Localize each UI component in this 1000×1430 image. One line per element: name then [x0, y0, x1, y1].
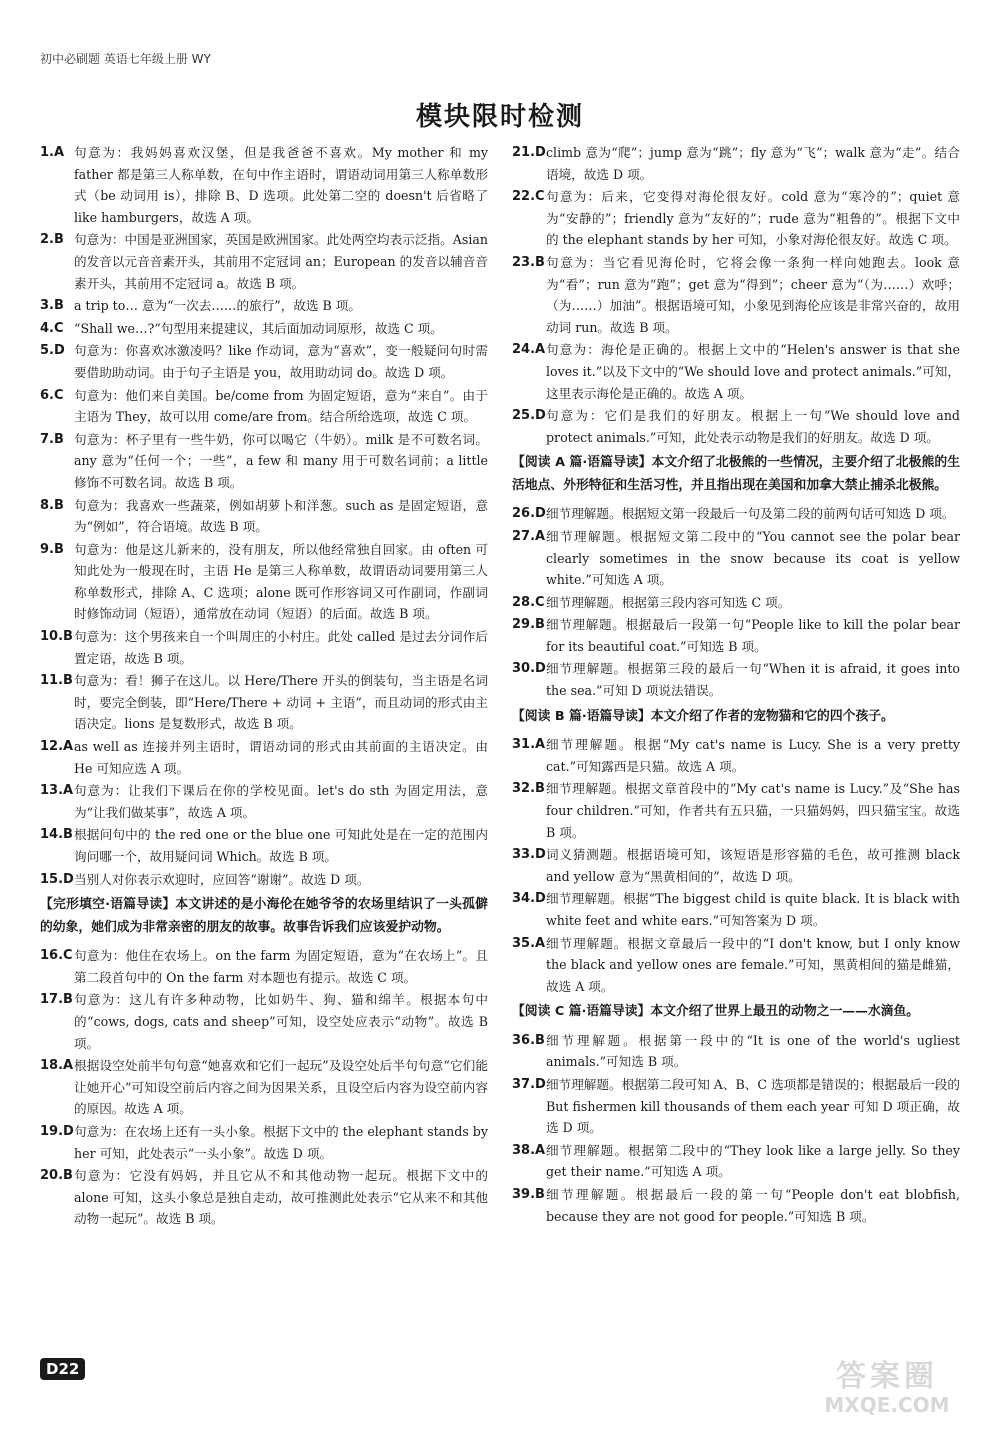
answer-number: 35.A [512, 935, 546, 951]
answer-item [512, 1140, 960, 1183]
answer-number: 11.B [40, 673, 73, 689]
answer-number: 15.D [40, 871, 74, 887]
answer-item [512, 778, 960, 843]
answer-explanation: 句意为：他们来自美国。be/come from 为固定短语，意为“来自”。由于主语为 They，故可以用 come/are from。结合所给选项，故选 C 项。 [74, 387, 488, 425]
answer-item [40, 340, 488, 383]
answer-item [512, 1030, 960, 1073]
answer-explanation: 句意为：这儿有许多种动物，比如奶牛、狗、猫和绵羊。根据本句中的“cows, dogs, cats and sheep”可知，设空处应表示“动物”。故选 B 项。 [74, 992, 488, 1051]
answer-explanation: “Shall we…?”句型用来提建议，其后面加动词原形，故选 C 项。 [74, 320, 443, 336]
answer-explanation: 句意为：他是这儿新来的，没有朋友，所以他经常独自回家。由 often 可知此处为一般现在时，主语 He 是第三人称单数，故谓语动词要用第三人称单数形式，排除 A、C 选项；alone 既可作形容词又可作副词，作副词时修饰动词（短语），通常放在动词（短语）的后面。故选 B 项。 [74, 541, 488, 622]
answer-explanation: a trip to… 意为“一次去……的旅行”，故选 B 项。 [74, 298, 361, 314]
reading-guide: 【完形填空·语篇导读】本文讲述的是小海伦在她爷爷的农场里结识了一头孤僻的幼象，她们成为非常亲密的朋友的故事。故事告诉我们应该爱护动物。 [40, 897, 488, 935]
answer-item [40, 229, 488, 294]
answer-number: 9.B [40, 541, 64, 557]
answer-explanation: 细节理解题。根据短文第二段中的“You cannot see the polar bear clearly sometimes in the snow because its coat is yellow white.”可知选 A 项。 [546, 528, 960, 588]
reading-guide: 【阅读 C 篇·语篇导读】本文介绍了世界上最丑的动物之一——水滴鱼。 [512, 1004, 920, 1020]
answer-number: 7.B [40, 431, 64, 447]
answer-item [512, 844, 960, 887]
answer-item [512, 734, 960, 777]
answer-explanation: 句意为：海伦是正确的。根据上文中的“Helen's answer is that she loves it.”以及下文中的“We should love and protect animals.”可知，这里表示海伦是正确的。故选 A 项。 [546, 342, 960, 401]
answer-number: 4.C [40, 320, 64, 336]
watermark-logo: 答案圈 [836, 1359, 938, 1394]
answer-explanation: 句意为：他住在农场上。on the farm 为固定短语，意为“在农场上”。且第二段首句中的 On the farm 对本题也有提示。故选 C 项。 [74, 948, 488, 985]
answer-item [512, 186, 960, 251]
answer-number: 36.B [512, 1032, 545, 1048]
answer-explanation: 细节理解题。根据文章首段中的“My cat's name is Lucy.”及“She has four children.”可知，作者共有五只猫，一只猫妈妈，四只猫宝宝。故选 B 项。 [546, 781, 960, 840]
answer-explanation: 句意为：后来，它变得对海伦很友好。cold 意为“寒冷的”；quiet 意为“安静的”；friendly 意为“友好的”；rude 意为“粗鲁的”。根据下文中的 the elephant stands by her 可知，小象对海伦很友好。故选 C 项。 [546, 189, 960, 248]
answer-item [512, 933, 960, 998]
answer-explanation: 句意为：我喜欢一些蔬菜，例如胡萝卜和洋葱。such as 是固定短语，意为“例如”，符合语境。故选 B 项。 [74, 497, 488, 535]
answer-item [40, 989, 488, 1054]
answer-explanation: 句意为：你喜欢冰激凌吗？like 作动词，意为“喜欢”，变一般疑问句时需要借助助动词。由于句子主语是 you，故用助动词 do。故选 D 项。 [74, 343, 488, 380]
answer-number: 28.C [512, 594, 545, 610]
left-column [40, 142, 488, 1231]
answer-explanation: 根据问句中的 the red one or the blue one 可知此处是在一定的范围内询问哪一个，故用疑问词 Which。故选 B 项。 [74, 827, 488, 864]
answer-item [512, 592, 960, 614]
answer-explanation: 句意为：中国是亚洲国家，英国是欧洲国家。此处两空均表示泛指。Asian 的发音以元音音素开头，其前用不定冠词 an；European 的发音以辅音音素开头，其前用不定冠词 a。故选 B 项。 [74, 232, 488, 291]
answer-explanation: 细节理解题。根据第二段中的“They look like a large jelly. So they get their name.”可知选 A 项。 [546, 1142, 960, 1180]
page-number: D22 [40, 1358, 85, 1380]
answer-item [40, 1165, 488, 1230]
answer-explanation: 细节理解题。根据短文第一段最后一句及第二段的前两句话可知选 D 项。 [546, 506, 955, 522]
answer-explanation: 根据设空处前半句句意“她喜欢和它们一起玩”及设空处后半句句意“它们能让她开心”可知设空前后内容之间为因果关系，且设空后内容为设空前内容的原因。故选 A 项。 [74, 1058, 488, 1117]
answer-number: 16.C [40, 948, 73, 964]
answer-number: 34.D [512, 891, 546, 907]
answer-number: 23.B [512, 254, 545, 270]
right-column [512, 142, 960, 1228]
answer-number: 25.D [512, 408, 546, 424]
answer-number: 30.D [512, 661, 546, 677]
answer-number: 29.B [512, 617, 545, 633]
answer-number: 2.B [40, 232, 64, 248]
answer-item [40, 142, 488, 228]
answer-item [512, 526, 960, 591]
answer-item [40, 429, 488, 494]
answer-number: 17.B [40, 992, 73, 1008]
answer-item [40, 780, 488, 823]
answer-item [40, 736, 488, 779]
answer-number: 27.A [512, 528, 546, 544]
answer-number: 8.B [40, 497, 64, 513]
answer-explanation: as well as 连接并列主语时，谓语动词的形式由其前面的主语决定。由 He 可知应选 A 项。 [74, 739, 488, 776]
answer-number: 5.D [40, 343, 65, 359]
answer-explanation: 句意为：看！狮子在这儿。以 Here/There 开头的倒装句，当主语是名词时，要完全倒装，即“Here/There + 动词 + 主语”，而且动词的形式由主语决定。lions 是复数形式，故选 B 项。 [74, 673, 488, 732]
answer-number: 6.C [40, 387, 64, 403]
answer-explanation: 词义猜测题。根据语境可知，该短语是形容猫的毛色，故可推测 black and yellow 意为“黑黄相间的”，故选 D 项。 [546, 847, 960, 884]
answer-number: 20.B [40, 1168, 73, 1184]
answer-item [40, 869, 488, 891]
answer-explanation: 当别人对你表示欢迎时，应回答“谢谢”。故选 D 项。 [74, 871, 370, 887]
answer-number: 26.D [512, 506, 546, 522]
answer-number: 33.D [512, 847, 546, 863]
answer-explanation: 细节理解题。根据第一段中的“It is one of the world's ugliest animals.”可知选 B 项。 [546, 1032, 960, 1070]
reading-guide: 【阅读 B 篇·语篇导读】本文介绍了作者的宠物猫和它的四个孩子。 [512, 708, 894, 724]
answer-item [40, 626, 488, 669]
answer-explanation: 细节理解题。根据“The biggest child is quite black. It is black with white feet and white ears.”可知答案为 D 项。 [546, 891, 960, 928]
answer-item [40, 318, 488, 340]
answer-item [40, 295, 488, 317]
answer-number: 12.A [40, 739, 74, 755]
answer-explanation: 细节理解题。根据第二段可知 A、B、C 选项都是错误的；根据最后一段的 But fishermen kill thousands of them each year 可知 D 项正确，故选 D 项。 [546, 1076, 960, 1136]
answer-number: 13.A [40, 783, 74, 799]
answer-item [512, 888, 960, 931]
answer-item [40, 539, 488, 625]
answer-explanation: climb 意为“爬”；jump 意为“跳”；fly 意为“飞”；walk 意为“走”。结合语境，故选 D 项。 [546, 145, 960, 182]
running-header: 初中必刷题 英语七年级上册 WY [40, 52, 211, 66]
answer-number: 3.B [40, 298, 64, 314]
answer-number: 24.A [512, 342, 546, 358]
answer-explanation: 细节理解题。根据最后一段的第一句“People don't eat blobfish, because they are not good for people.”可知选 B 项。 [546, 1186, 960, 1224]
answer-number: 21.D [512, 145, 546, 160]
answer-item [512, 1184, 960, 1227]
answer-explanation: 细节理解题。根据第三段的最后一句“When it is afraid, it goes into the sea.”可知 D 项说法错误。 [546, 661, 960, 699]
answer-item [40, 385, 488, 428]
answer-number: 32.B [512, 781, 545, 797]
answer-item [40, 495, 488, 538]
answer-item [512, 252, 960, 338]
reading-guide: 【阅读 A 篇·语篇导读】本文介绍了北极熊的一些情况，主要介绍了北极熊的生活地点、外形特征和生活习性，并且指出现在美国和加拿大禁止捕杀北极熊。 [512, 455, 960, 493]
answer-item [512, 339, 960, 404]
answer-item [40, 670, 488, 735]
answer-number: 10.B [40, 629, 73, 645]
answer-explanation: 细节理解题。根据最后一段第一句“People like to kill the polar bear for its beautiful coat.”可知选 B 项。 [546, 617, 960, 654]
answer-explanation: 句意为：这个男孩来自一个叫周庄的小村庄。此处 called 是过去分词作后置定语，故选 B 项。 [74, 629, 488, 666]
answer-explanation: 句意为：当它看见海伦时，它将会像一条狗一样向她跑去。look 意为“看”；run 意为“跑”；get 意为“得到”；cheer 意为“（为……）欢呼；（为……）加油”。根据语境可知，小象见到海伦应该是非常兴奋的，故用动词 run。故选 B 项。 [546, 254, 960, 335]
answer-item [512, 503, 960, 525]
answer-number: 31.A [512, 737, 546, 753]
page-title: 模块限时检测 [415, 102, 584, 132]
answer-item [512, 614, 960, 657]
answer-item [40, 945, 488, 988]
answer-explanation: 句意为：让我们下课后在你的学校见面。let's do sth 为固定用法，意为“让我们做某事”，故选 A 项。 [74, 783, 488, 820]
watermark-url: MXQE.COM [824, 1393, 950, 1417]
answer-item [40, 1055, 488, 1120]
answer-number: 39.B [512, 1186, 545, 1202]
answer-item [512, 405, 960, 448]
answer-explanation: 句意为：我妈妈喜欢汉堡，但是我爸爸不喜欢。My mother 和 my father 都是第三人称单数，在句中作主语时，谓语动词用第三人称单数形式（be 动词用 is），排除 B、D 选项。此处第二空的 doesn't 后省略了 like hamburgers，故选 A 项。 [74, 145, 488, 225]
answer-number: 14.B [40, 827, 73, 843]
answer-item [40, 824, 488, 867]
answer-explanation: 细节理解题。根据文章最后一段中的“I don't know, but I only know the black and yellow ones are female.”可知，黑黄相间的猫是雌猫，故选 A 项。 [546, 935, 960, 994]
answer-explanation: 句意为：杯子里有一些牛奶，你可以喝它（牛奶）。milk 是不可数名词。any 意为“任何一个；一些”，a few 和 many 用于可数名词前；a little 修饰不可数名词。故选 B 项。 [74, 431, 488, 490]
answer-explanation: 细节理解题。根据第三段内容可知选 C 项。 [546, 594, 791, 610]
answer-explanation: 细节理解题。根据“My cat's name is Lucy. She is a very pretty cat.”可知露西是只猫。故选 A 项。 [546, 737, 960, 774]
answer-number: 22.C [512, 189, 545, 205]
answer-item [40, 1121, 488, 1164]
answer-number: 1.A [40, 145, 65, 160]
answer-number: 19.D [40, 1123, 74, 1139]
answer-item [512, 1074, 960, 1139]
watermark [812, 1360, 962, 1420]
answer-item [512, 142, 960, 185]
answer-number: 18.A [40, 1058, 74, 1074]
answer-explanation: 句意为：它们是我们的好朋友。根据上一句“We should love and protect animals.”可知，此处表示动物是我们的好朋友。故选 D 项。 [546, 408, 960, 445]
answer-explanation: 句意为：它没有妈妈，并且它从不和其他动物一起玩。根据下文中的 alone 可知，这头小象总是独自走动，故可推测此处表示“它从来不和其他动物一起玩”。故选 B 项。 [74, 1168, 488, 1227]
answer-number: 38.A [512, 1142, 546, 1158]
answer-number: 37.D [512, 1076, 546, 1092]
answer-item [512, 658, 960, 701]
answer-explanation: 句意为：在农场上还有一头小象。根据下文中的 the elephant stands by her 可知，此处表示“一头小象”。故选 D 项。 [74, 1123, 488, 1161]
